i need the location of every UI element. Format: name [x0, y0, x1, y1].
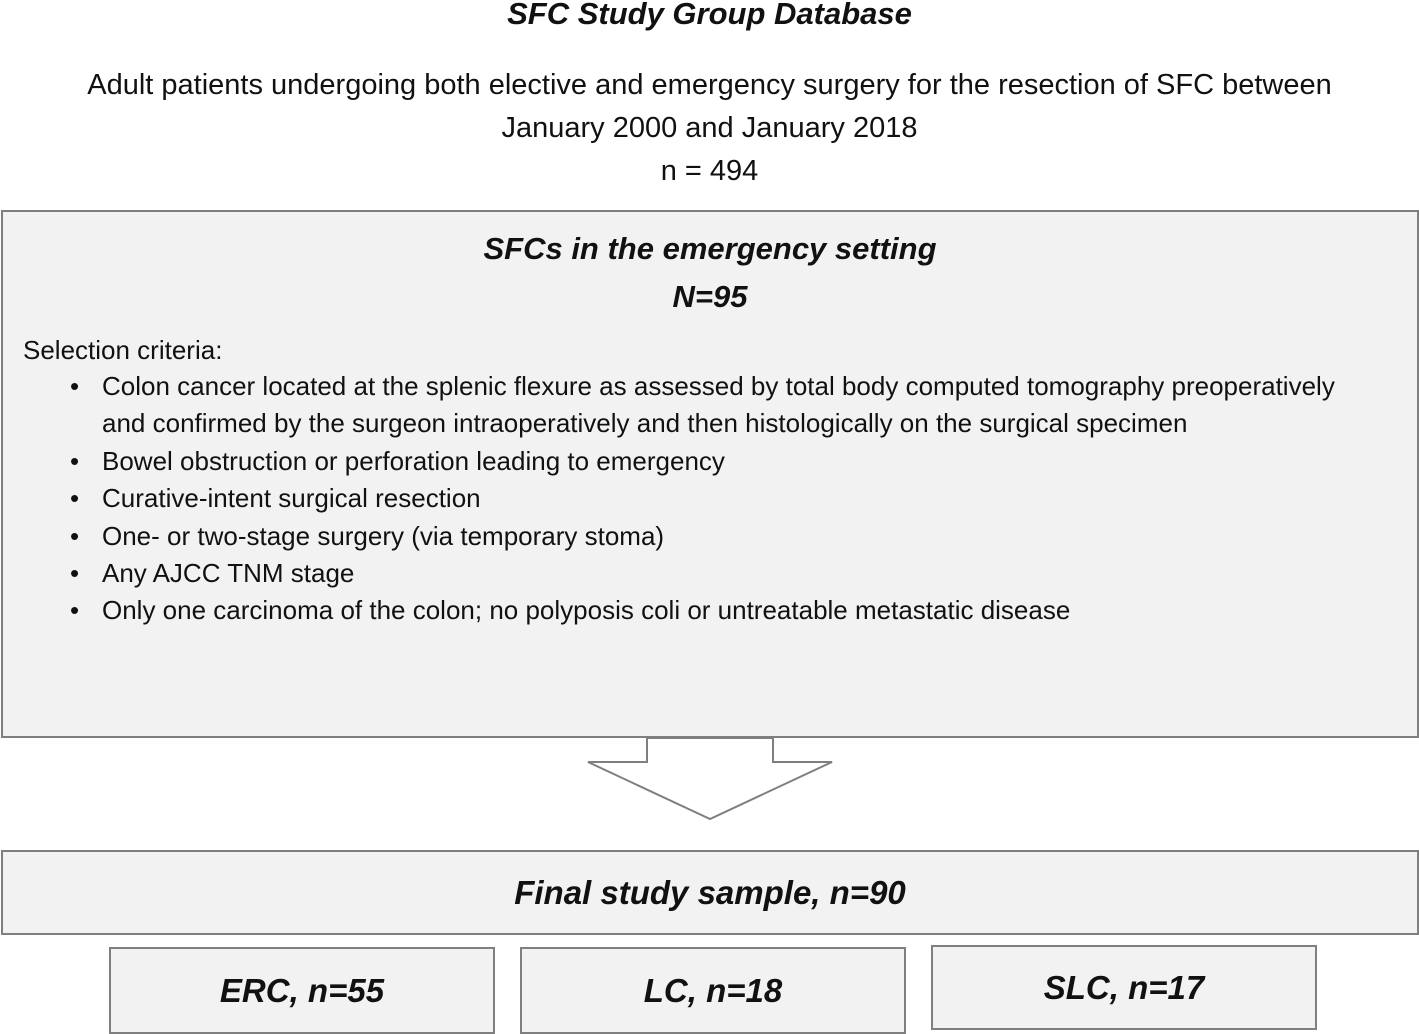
- down-arrow-shape: [588, 738, 832, 819]
- emergency-box-heading: [3, 225, 1417, 321]
- group-box-lc: LC, n=18: [520, 947, 906, 1034]
- criteria-item: • Any AJCC TNM stage: [63, 555, 1383, 592]
- final-sample-label: Final study sample, n=90: [514, 873, 906, 911]
- criteria-list: [63, 368, 1383, 630]
- emergency-box-title: SFCs in the emergency setting: [483, 231, 937, 266]
- group-box-erc: ERC, n=55: [109, 947, 495, 1034]
- population-line-1: Adult patients undergoing both elective and emergency surgery for the resection of SFC between: [87, 69, 1332, 101]
- down-arrow: [586, 737, 834, 821]
- group-box-slc: SLC, n=17: [931, 945, 1317, 1030]
- population-line-2: January 2000 and January 2018: [501, 112, 918, 144]
- emergency-setting-box: [1, 210, 1419, 738]
- criteria-item: • One- or two-stage surgery (via temporary stoma): [63, 518, 1383, 555]
- emergency-box-count: N=95: [672, 279, 748, 314]
- database-title: SFC Study Group Database: [507, 0, 912, 31]
- criteria-item: • Colon cancer located at the splenic flexure as assessed by total body computed tomography preoperatively and confirmed by the surgeon intraoperatively and then histologically on the surgical specimen: [63, 368, 1383, 443]
- population-count: n = 494: [660, 155, 759, 187]
- criteria-label: Selection criteria:: [23, 335, 223, 365]
- final-sample-box: [1, 850, 1419, 935]
- criteria-item: • Only one carcinoma of the colon; no polyposis coli or untreatable metastatic disease: [63, 592, 1383, 629]
- criteria-item: • Bowel obstruction or perforation leading to emergency: [63, 443, 1383, 480]
- criteria-item: • Curative-intent surgical resection: [63, 480, 1383, 517]
- population-description: [0, 64, 1419, 193]
